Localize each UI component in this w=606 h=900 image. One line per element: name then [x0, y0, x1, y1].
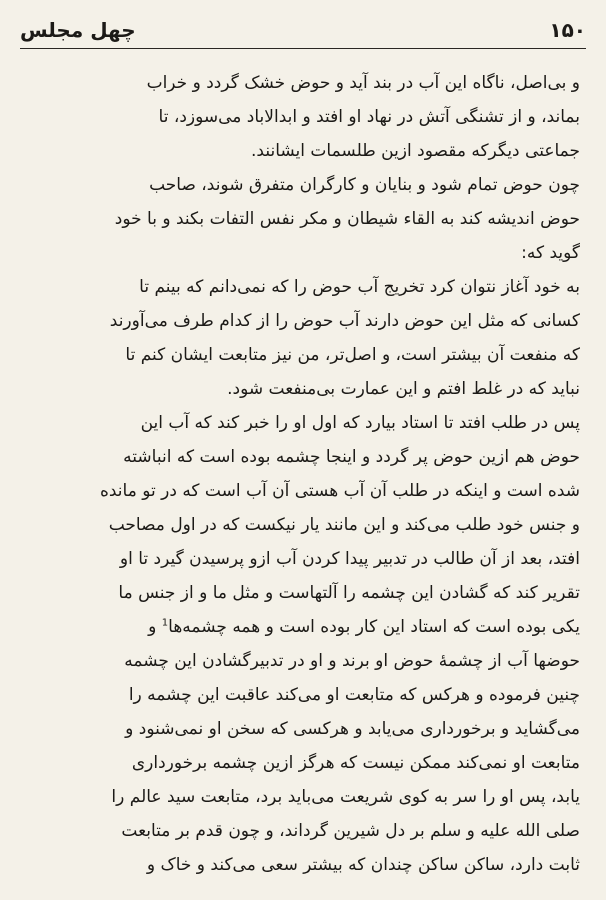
text-line: که منفعت آن بیشتر است، و اصل‌تر، من نیز متابعت ایشان کنم تا: [125, 345, 580, 365]
running-title: چهل مجلس: [20, 18, 136, 42]
text-line: افتد، بعد از آن طالب در تدبیر پیدا کردن آب ازو پرسیدن گیرد تا او: [119, 549, 580, 569]
page-number: ۱۵۰: [549, 18, 586, 42]
line-prefix: و: [148, 617, 157, 637]
text-line-content: یکی بوده است که استاد این کار بوده است و همه چشمه‌ها: [168, 617, 580, 637]
text-line: و جنس خود طلب می‌کند و این مانند یار نیکست که در اول مصاحب: [108, 515, 580, 535]
text-line: نباید که در غلط افتم و این عمارت بی‌منفعت شود.: [227, 379, 580, 399]
body-text: [30, 66, 580, 882]
text-line: پس در طلب افتد تا استاد بیارد که اول او را خبر کند که آب این: [140, 413, 580, 433]
page-header: [20, 12, 586, 49]
text-line: چون حوض تمام شود و بنایان و کارگران متفرق شوند، صاحب: [149, 175, 580, 195]
text-line-with-footnote: [30, 610, 580, 644]
text-line: صلی الله علیه و سلم بر دل شیرین گرداند، و چون قدم بر متابعت: [121, 821, 580, 841]
text-line: کسانی که مثل این حوض دارند آب حوض را از کدام طرف می‌آورند: [109, 311, 580, 331]
text-line: می‌گشاید و برخورداری می‌یابد و هرکسی که سخن او نمی‌شنود و: [125, 719, 580, 739]
text-line: تقریر کند که گشادن این چشمه را آلتهاست و مثل ما و از جنس ما: [118, 583, 580, 603]
text-line: چنین فرموده و هرکس که متابعت او می‌کند عاقبت این چشمه را: [128, 685, 580, 705]
text-line: حوض اندیشه کند به القاء شیطان و مکر نفس التفات بکند و با خود: [114, 209, 580, 229]
text-line: ثابت دارد، ساکن ساکن چندان که بیشتر سعی می‌کند و خاک و: [146, 855, 580, 875]
text-line: یابد، پس او را سر به کوی شریعت می‌باید برد، متابعت سید عالم را: [111, 787, 580, 807]
text-line: بماند، و از تشنگی آتش در نهاد او افتد و ابدالاباد می‌سوزد، تا: [158, 107, 580, 127]
text-line: و بی‌اصل، ناگاه این آب در بند آید و حوض خشک گردد و خراب: [146, 73, 580, 93]
footnote-ref: 1: [161, 617, 169, 629]
text-line: حوض هم ازین حوض پر گردد و اینجا چشمه بوده است که انباشته: [123, 447, 580, 467]
text-line: شده است و اینکه در طلب آن آب هستی آن آب است که در تو مانده: [99, 481, 580, 501]
text-line: به خود آغاز نتوان کرد تخریج آب حوض را که نمی‌دانم که بینم تا: [139, 277, 580, 297]
text-line: حوضها آب از چشمهٔ حوض او برند و او در تدبیرگشادن این چشمه: [124, 651, 580, 671]
text-line: متابعت او نمی‌کند ممکن نیست که هرگز ازین چشمه برخورداری: [131, 753, 580, 773]
text-line: جماعتی دیگرکه مقصود ازین طلسمات ایشانند.: [251, 141, 580, 161]
text-line: گوید که:: [521, 243, 580, 263]
